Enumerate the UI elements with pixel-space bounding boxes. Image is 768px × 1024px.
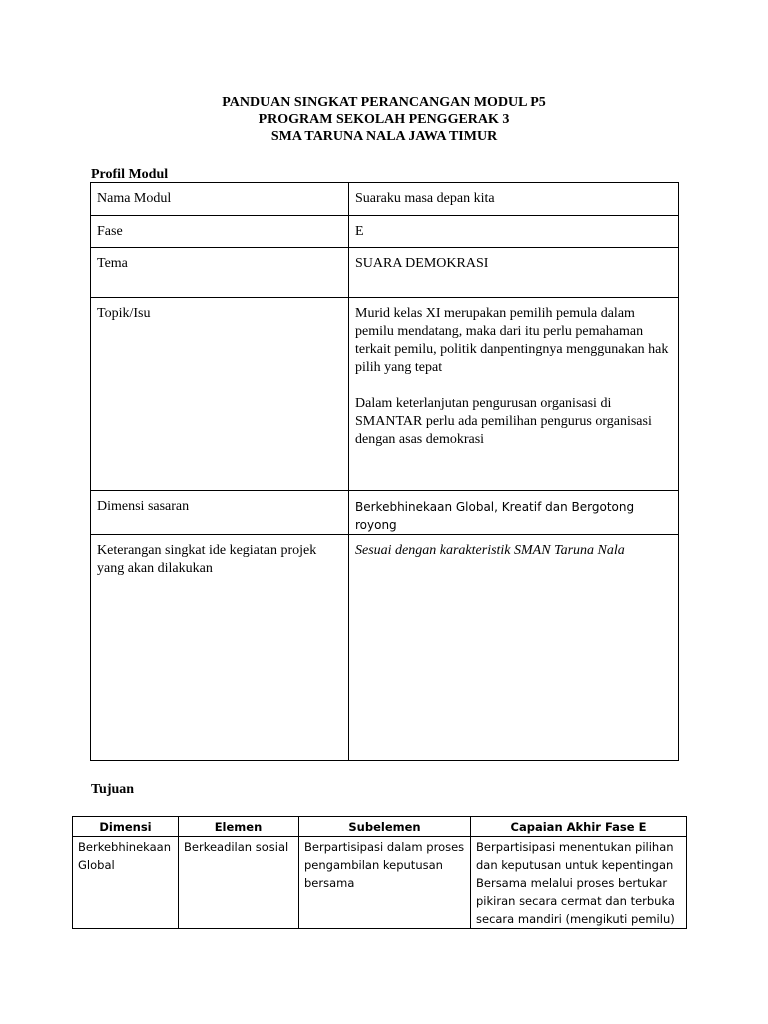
table-header-row: [73, 817, 687, 837]
topik-paragraph-2: Dalam keterlanjutan pengurusan organisasi di SMANTAR perlu ada pemilihan pengurus organisasi dengan asas demokrasi: [355, 396, 652, 447]
row-value-keterangan: Sesuai dengan karakteristik SMAN Taruna Nala: [349, 535, 679, 761]
cell-subelemen: Berpartisipasi dalam proses pengambilan keputusan bersama: [299, 837, 471, 929]
row-label-keterangan: Keterangan singkat ide kegiatan projek yang akan dilakukan: [91, 535, 349, 761]
header-school: SMA TARUNA NALA JAWA TIMUR: [270, 129, 498, 144]
column-header-elemen: Elemen: [179, 817, 299, 837]
table-row: [91, 248, 679, 298]
tujuan-heading: Tujuan: [91, 782, 135, 797]
header-program: PROGRAM SEKOLAH PENGGERAK 3: [258, 112, 510, 127]
row-value-nama-modul: Suaraku masa depan kita: [349, 183, 679, 216]
cell-dimensi: Berkebhinekaan Global: [73, 837, 179, 929]
table-row: [91, 491, 679, 535]
row-value-topik-isu: [349, 298, 679, 491]
table-row: [91, 298, 679, 491]
row-value-dimensi-sasaran: Berkebhinekaan Global, Kreatif dan Bergotong royong: [349, 491, 679, 535]
row-value-tema: SUARA DEMOKRASI: [349, 248, 679, 298]
table-row: [73, 837, 687, 929]
column-header-dimensi: Dimensi: [73, 817, 179, 837]
profil-modul-table: [90, 182, 679, 761]
tujuan-table: [72, 816, 687, 929]
table-row: [91, 535, 679, 761]
topik-paragraph-1: Murid kelas XI merupakan pemilih pemula dalam pemilu mendatang, maka dari itu perlu pemahaman terkait pemilu, politik danpentingnya menggunakan hak pilih yang tepat: [355, 306, 669, 375]
cell-capaian: Berpartisipasi menentukan pilihan dan keputusan untuk kepentingan Bersama melalui proses bertukar pikiran secara cermat dan terbuka secara mandiri (mengikuti pemilu): [471, 837, 687, 929]
row-label-tema: Tema: [91, 248, 349, 298]
row-label-dimensi-sasaran: Dimensi sasaran: [91, 491, 349, 535]
row-label-fase: Fase: [91, 216, 349, 248]
column-header-capaian: Capaian Akhir Fase E: [471, 817, 687, 837]
row-label-nama-modul: Nama Modul: [91, 183, 349, 216]
table-row: [91, 216, 679, 248]
profil-modul-heading: Profil Modul: [91, 167, 169, 182]
column-header-subelemen: Subelemen: [299, 817, 471, 837]
header-title: PANDUAN SINGKAT PERANCANGAN MODUL P5: [222, 95, 546, 110]
table-row: [91, 183, 679, 216]
cell-elemen: Berkeadilan sosial: [179, 837, 299, 929]
row-label-topik-isu: Topik/Isu: [91, 298, 349, 491]
row-value-fase: E: [349, 216, 679, 248]
document-header: [0, 94, 768, 145]
